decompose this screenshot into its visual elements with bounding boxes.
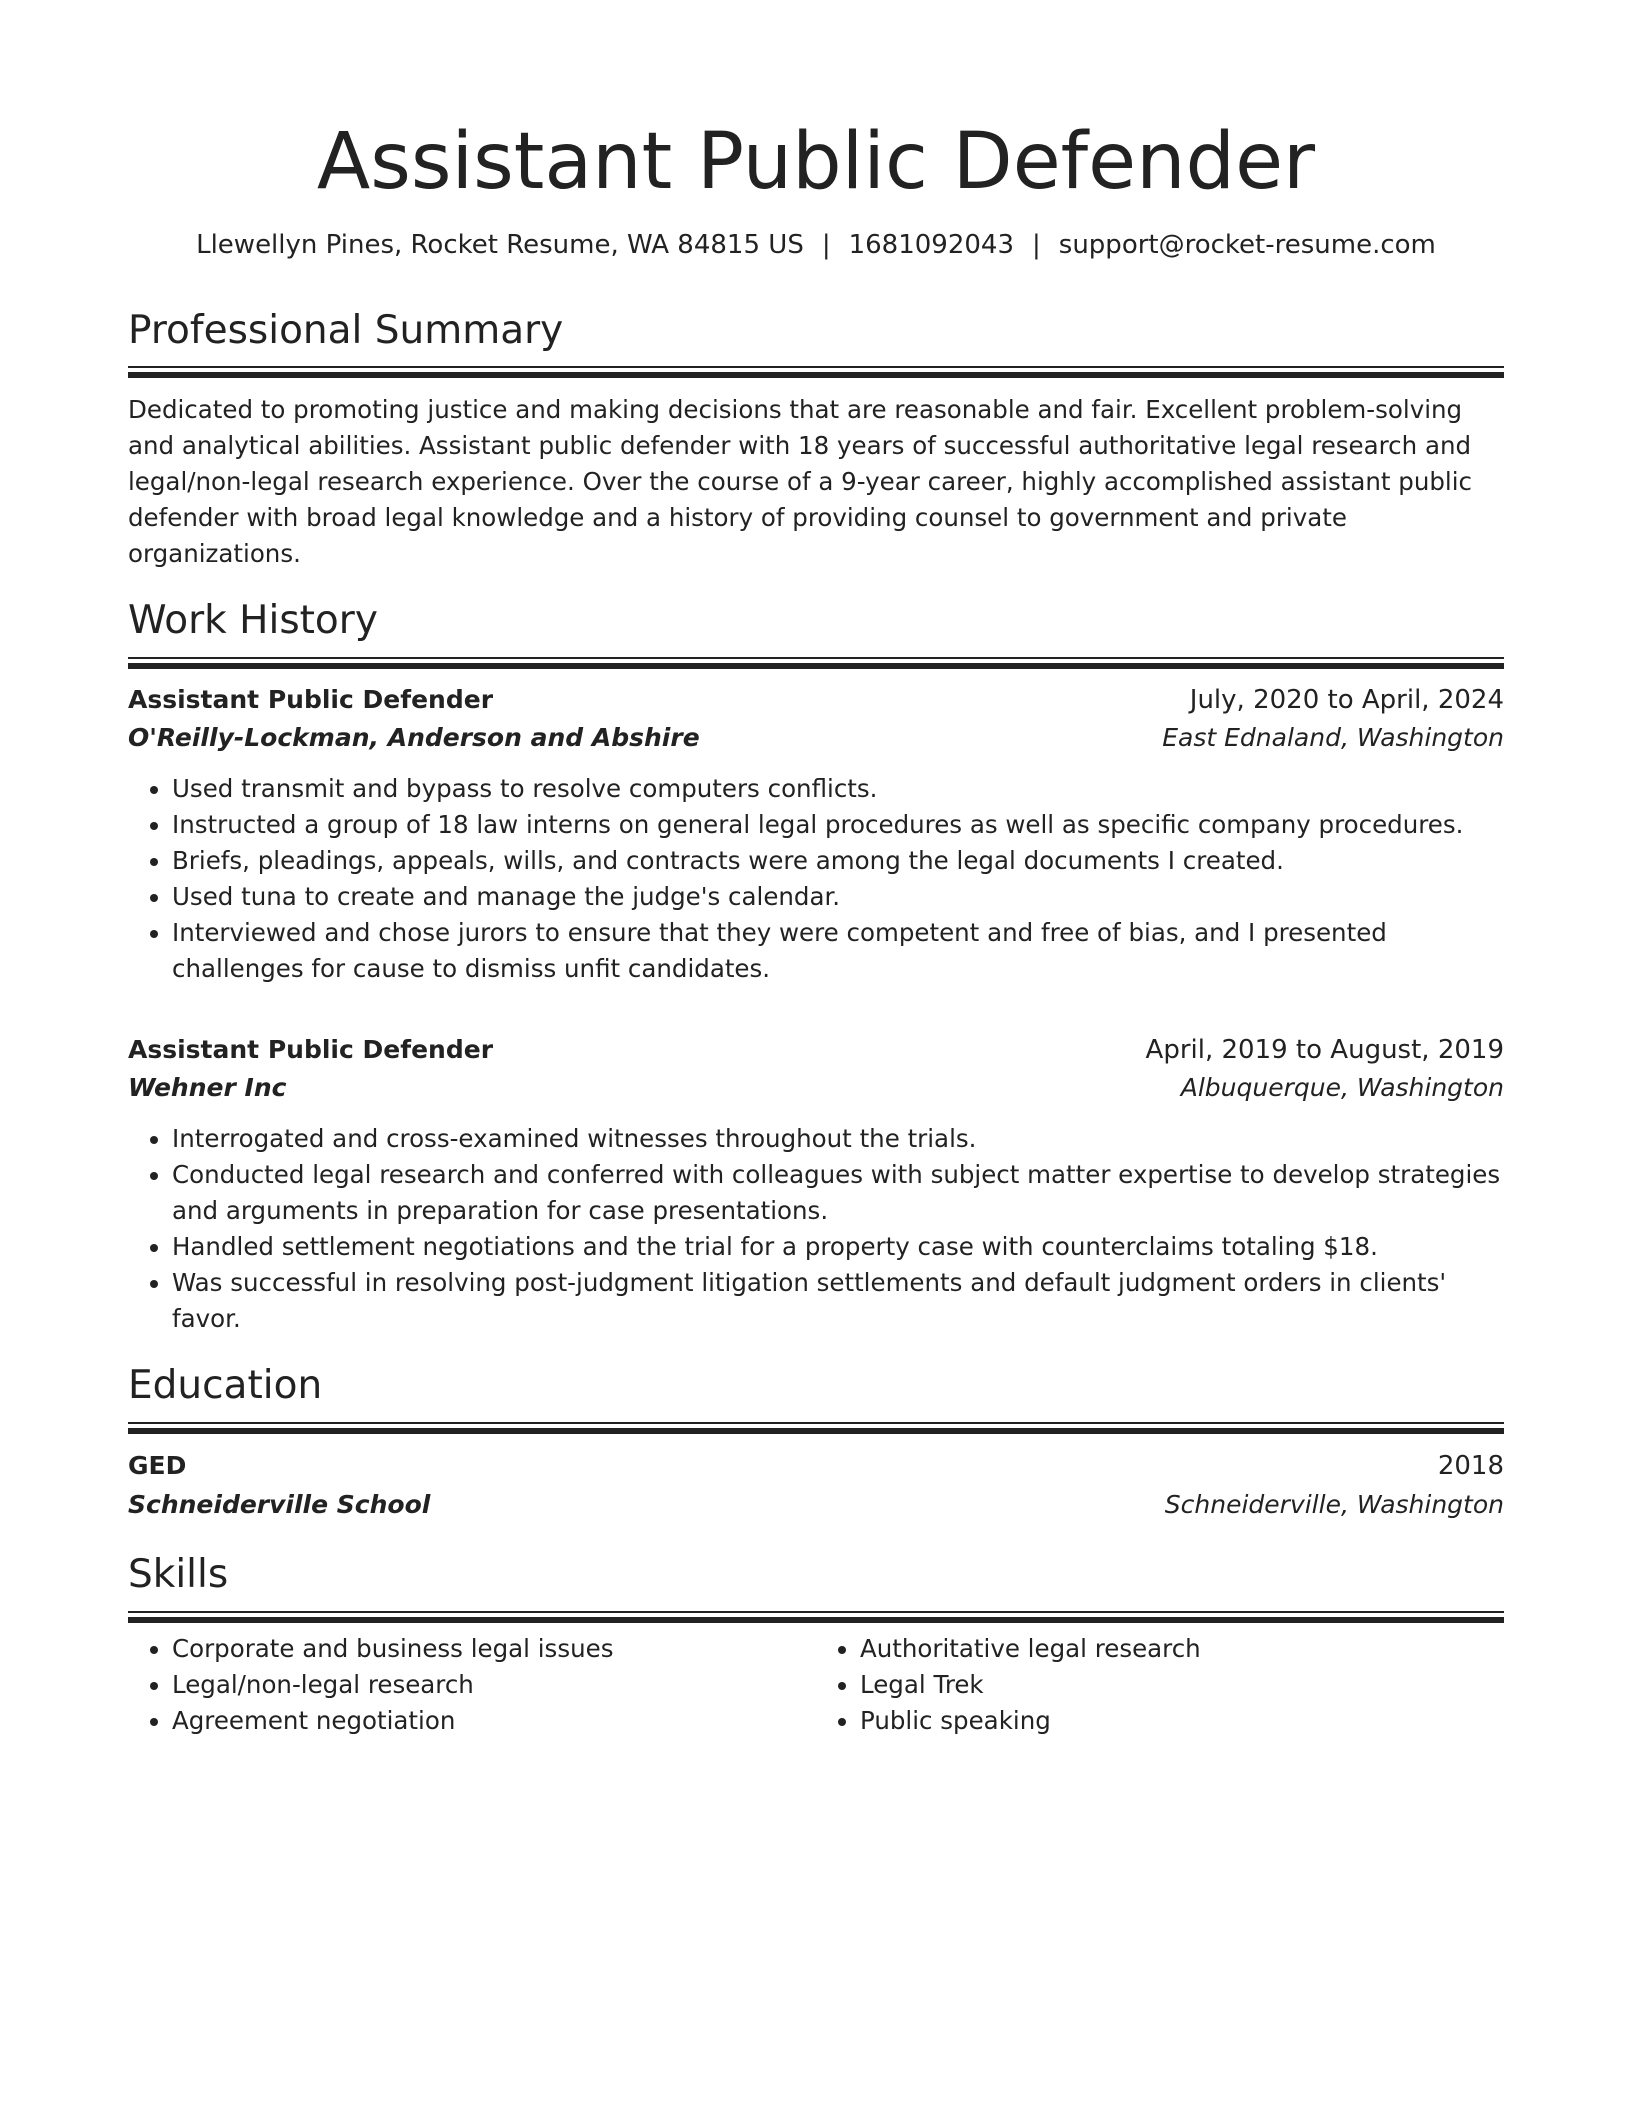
job-company: O'Reilly-Lockman, Anderson and Abshire bbox=[128, 723, 700, 753]
skill-item: • Corporate and business legal issues bbox=[172, 1631, 816, 1667]
job-entry bbox=[128, 681, 1504, 987]
skill-item: • Public speaking bbox=[860, 1703, 1504, 1739]
skill-item: • Agreement negotiation bbox=[172, 1703, 816, 1739]
list-item: • Instructed a group of 18 law interns on general legal procedures as well as specific company procedures. bbox=[172, 807, 1504, 843]
list-item: • Interviewed and chose jurors to ensure that they were competent and free of bias, and I presented challenges for cause to dismiss unfit candidates. bbox=[172, 915, 1504, 987]
education-section bbox=[128, 1363, 1504, 1524]
list-item: • Briefs, pleadings, appeals, wills, and contracts were among the legal documents I created. bbox=[172, 843, 1504, 879]
job-dates: April, 2019 to August, 2019 bbox=[1145, 1035, 1504, 1066]
section-divider bbox=[128, 366, 1504, 372]
job-title: Assistant Public Defender bbox=[128, 685, 494, 715]
job-company: Wehner Inc bbox=[128, 1073, 287, 1103]
skill-item: • Legal/non-legal research bbox=[172, 1667, 816, 1703]
job-location: Albuquerque, Washington bbox=[1180, 1073, 1504, 1103]
contact-phone: 1681092043 bbox=[848, 229, 1015, 260]
section-title-work-history: Work History bbox=[128, 598, 378, 644]
contact-separator: | bbox=[821, 229, 831, 260]
section-divider bbox=[128, 657, 1504, 663]
skills-section bbox=[128, 1552, 1504, 1739]
list-item: • Conducted legal research and conferred with colleagues with subject matter expertise to develop strategies and arguments in preparation for case presentations. bbox=[172, 1157, 1504, 1229]
list-item: • Used transmit and bypass to resolve computers conflicts. bbox=[172, 771, 1504, 807]
education-degree: GED bbox=[128, 1451, 187, 1481]
skills-column-right bbox=[816, 1631, 1504, 1739]
job-title: Assistant Public Defender bbox=[128, 1035, 494, 1065]
section-title-skills: Skills bbox=[128, 1552, 229, 1598]
list-item: • Interrogated and cross-examined witnesses throughout the trials. bbox=[172, 1121, 1504, 1157]
section-divider bbox=[128, 1422, 1504, 1428]
education-year: 2018 bbox=[1437, 1451, 1504, 1482]
contact-line bbox=[128, 230, 1504, 260]
work-history-section bbox=[128, 598, 1504, 1337]
education-location: Schneiderville, Washington bbox=[1164, 1490, 1504, 1520]
education-school: Schneiderville School bbox=[128, 1490, 431, 1520]
list-item: • Used tuna to create and manage the judge's calendar. bbox=[172, 879, 1504, 915]
section-title-education: Education bbox=[128, 1363, 323, 1409]
education-entry bbox=[128, 1446, 1504, 1524]
skill-item: • Authoritative legal research bbox=[860, 1631, 1504, 1667]
job-dates: July, 2020 to April, 2024 bbox=[1189, 685, 1504, 716]
list-item: • Handled settlement negotiations and the trial for a property case with counterclaims totaling $18. bbox=[172, 1229, 1504, 1265]
job-location: East Ednaland, Washington bbox=[1162, 723, 1504, 753]
job-entry bbox=[128, 1031, 1504, 1337]
skill-item: • Legal Trek bbox=[860, 1667, 1504, 1703]
skills-column-left bbox=[128, 1631, 816, 1739]
job-bullets bbox=[128, 771, 1504, 987]
summary-section bbox=[128, 308, 1504, 573]
contact-email: support@rocket-resume.com bbox=[1058, 229, 1436, 260]
job-bullets bbox=[128, 1121, 1504, 1337]
section-title-summary: Professional Summary bbox=[128, 307, 564, 353]
summary-text: Dedicated to promoting justice and making decisions that are reasonable and fair. Excellent problem-solving and analytical abilities. Assistant public defender with 18 years of successful authoritative legal research and legal/non-legal research experience. Over the course of a 9-year career, highly accomplished assistant public defender with broad legal knowledge and a history of providing counsel to government and private organizations. bbox=[128, 395, 1472, 569]
list-item: • Was successful in resolving post-judgment litigation settlements and default judgment orders in clients' favor. bbox=[172, 1265, 1504, 1337]
contact-separator: | bbox=[1032, 229, 1041, 260]
skills-grid bbox=[128, 1631, 1504, 1739]
resume-title: Assistant Public Defender bbox=[316, 117, 1316, 207]
section-divider bbox=[128, 1611, 1504, 1617]
contact-address: Llewellyn Pines, Rocket Resume, WA 84815 US bbox=[196, 229, 804, 260]
